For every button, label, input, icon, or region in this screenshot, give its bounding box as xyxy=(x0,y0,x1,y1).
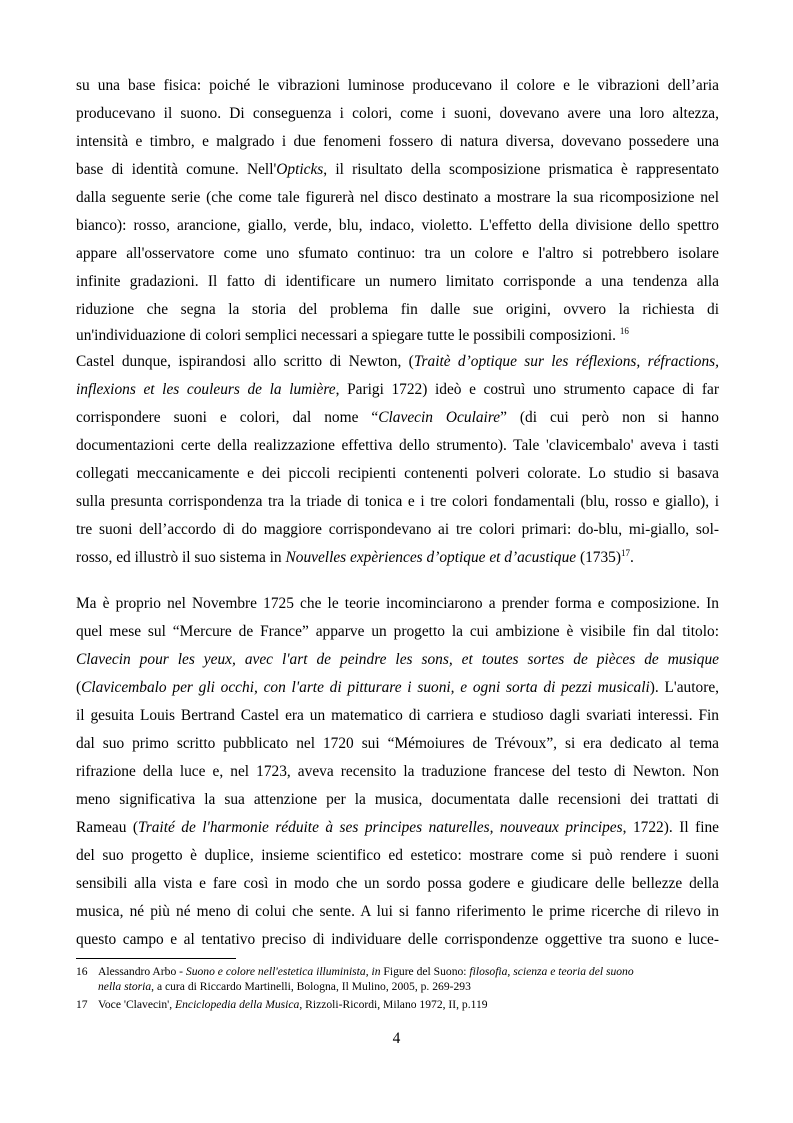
footnote-text: filosofia, scienza e teoria del suono xyxy=(469,965,634,978)
text-line: Ma è proprio nel Novembre 1725 che le teorie incominciarono a prender forma e composizione. In xyxy=(76,595,719,612)
text-run: base di identità comune. Nell' xyxy=(76,161,277,178)
text-run: . xyxy=(630,549,634,566)
footnote-text: Voce 'Clavecin', xyxy=(98,998,176,1011)
text-line: quel mese sul “Mercure de France” apparve un progetto la cui ambizione è visibile fin dal titolo: xyxy=(76,623,719,640)
text-line xyxy=(76,326,719,346)
text-run: , il risultato della scomposizione prismatica è rappresentato xyxy=(323,161,719,178)
italic-title: Traitè d’optique sur les réflexions, réfractions, xyxy=(413,353,720,370)
text-line xyxy=(76,160,719,180)
text-run: (1735) xyxy=(576,549,621,566)
italic-title: Clavecin pour les yeux, avec l'art de peindre les sons, et toutes sortes de pièces de musique xyxy=(76,651,719,668)
text-run: corrispondere suoni e colori, dal nome “ xyxy=(76,409,379,426)
footnote-16-continuation xyxy=(98,979,471,994)
footnote-ref: 17 xyxy=(621,548,630,558)
text-line: meno significativa la sua attenzione per la musica, documentata dalle recensioni dei trattati di xyxy=(76,791,719,808)
footnote-separator xyxy=(76,958,236,959)
text-run: Rameau ( xyxy=(76,819,139,836)
text-line: questo campo e al tentativo preciso di individuare delle corrispondenze oggettive tra suono e luce- xyxy=(76,931,719,948)
italic-title: Opticks xyxy=(276,161,324,178)
text-run: rosso, ed illustrò il suo sistema in xyxy=(76,549,286,566)
italic-title: inflexions et les couleurs de la lumière xyxy=(76,381,336,398)
footnote-17 xyxy=(76,997,726,1012)
text-run: Castel dunque, ispirandosi allo scritto di Newton, ( xyxy=(76,353,414,370)
text-line: riduzione che segna la storia del problema fin dalle sue origini, ovvero la richiesta di xyxy=(76,301,719,318)
text-line: dalla seguente serie (che come tale figurerà nel disco destinato a mostrare la sua ricomposizione nel xyxy=(76,189,719,206)
text-run: , Parigi 1722) ideò e costruì uno strumento capace di far xyxy=(335,381,719,398)
text-run: ( xyxy=(76,679,82,696)
footnote-text: , Rizzoli-Ricordi, Milano 1972, II, p.119 xyxy=(299,998,488,1011)
footnote-number: 16 xyxy=(76,965,88,978)
text-run: un'individuazione di colori semplici necessari a spiegare tutte le possibili composizioni. xyxy=(76,327,620,344)
footnote-text: nella storia xyxy=(98,980,152,993)
text-run: ). L'autore, xyxy=(649,679,719,696)
text-line: infinite gradazioni. Il fatto di identificare un numero limitato corrisponde a una tendenza alla xyxy=(76,273,719,290)
text-line xyxy=(76,408,719,428)
footnote-text: , xyxy=(365,965,372,978)
text-line: sulla presunta corrispondenza tra la triade di tonica e i tre colori fondamentali (blu, rosso e giallo), i xyxy=(76,493,719,510)
text-line: bianco): rosso, arancione, giallo, verde, blu, indaco, violetto. L'effetto della divisione dello spettro xyxy=(76,217,719,234)
footnote-text: , a cura di Riccardo Martinelli, Bologna, Il Mulino, 2005, p. 269-293 xyxy=(151,980,471,993)
text-line xyxy=(76,818,719,838)
italic-title: Clavecin Oculaire xyxy=(378,409,501,426)
footnote-text: Figure del Suono: xyxy=(380,965,470,978)
footnote-text: Enciclopedia della Musica xyxy=(175,998,300,1011)
text-line: tre suoni dell’accordo di do maggiore corrispondevano ai tre colori primari: do-blu, mi-giallo, sol- xyxy=(76,521,719,538)
text-line: musica, né più né meno di colui che sente. A lui si fanno riferimento le prime ricerche di rilevo in xyxy=(76,903,719,920)
text-line: producevano il suono. Di conseguenza i colori, come i suoni, dovevano avere una loro altezza, xyxy=(76,105,719,122)
footnote-text: in xyxy=(371,965,381,978)
text-line: sensibili alla vista e fare così in modo che un sordo possa godere e giudicare delle bellezze della xyxy=(76,875,719,892)
text-line: il gesuita Louis Bertrand Castel era un matematico di carriera e studioso dagli svariati interessi. Fin xyxy=(76,707,719,724)
footnote-16 xyxy=(76,964,726,979)
text-line: dal suo primo scritto pubblicato nel 1720 sui “Mémoiures de Trévoux”, si era dedicato al tema xyxy=(76,735,719,752)
footnote-text: Alessandro Arbo - xyxy=(98,965,186,978)
footnote-ref: 16 xyxy=(619,326,629,336)
footnote-text: Suono e colore nell'estetica illuminista xyxy=(185,965,366,978)
text-line: documentazioni certe della realizzazione effettiva dello strumento). Tale 'clavicembalo' aveva i tasti xyxy=(76,437,719,454)
text-line xyxy=(76,650,719,670)
text-line: su una base fisica: poiché le vibrazioni luminose producevano il colore e le vibrazioni dell’aria xyxy=(76,77,719,94)
text-line xyxy=(76,548,719,568)
italic-title: Traité de l'harmonie réduite à ses principes naturelles, nouveaux principes xyxy=(138,819,623,836)
italic-title: Nouvelles expèriences d’optique et d’acustique xyxy=(285,549,577,566)
text-line xyxy=(76,352,719,372)
text-line xyxy=(76,380,719,400)
italic-title: Clavicembalo per gli occhi, con l'arte di pitturare i suoni, e ogni sorta di pezzi musicali xyxy=(81,679,650,696)
text-line: collegati meccanicamente e dei piccoli recipienti contenenti polveri colorate. Lo studio si basava xyxy=(76,465,719,482)
text-line: del suo progetto è duplice, insieme scientifico ed estetico: mostrare come si può rendere i suoni xyxy=(76,847,719,864)
text-run: ” (di cui però non si hanno xyxy=(500,409,719,426)
footnote-number: 17 xyxy=(76,998,88,1011)
text-line: intensità e timbro, e malgrado i due fenomeni fossero di natura diversa, dovevano possedere una xyxy=(76,133,719,150)
text-line xyxy=(76,678,719,698)
page-number: 4 xyxy=(392,1030,401,1047)
text-run: , 1722). Il fine xyxy=(622,819,719,836)
text-line: rifrazione della luce e, nel 1723, aveva recensito la traduzione francese del testo di Newton. Non xyxy=(76,763,719,780)
text-line: appare all'osservatore come uno sfumato continuo: tra un colore e l'altro si potrebbero isolare xyxy=(76,245,719,262)
